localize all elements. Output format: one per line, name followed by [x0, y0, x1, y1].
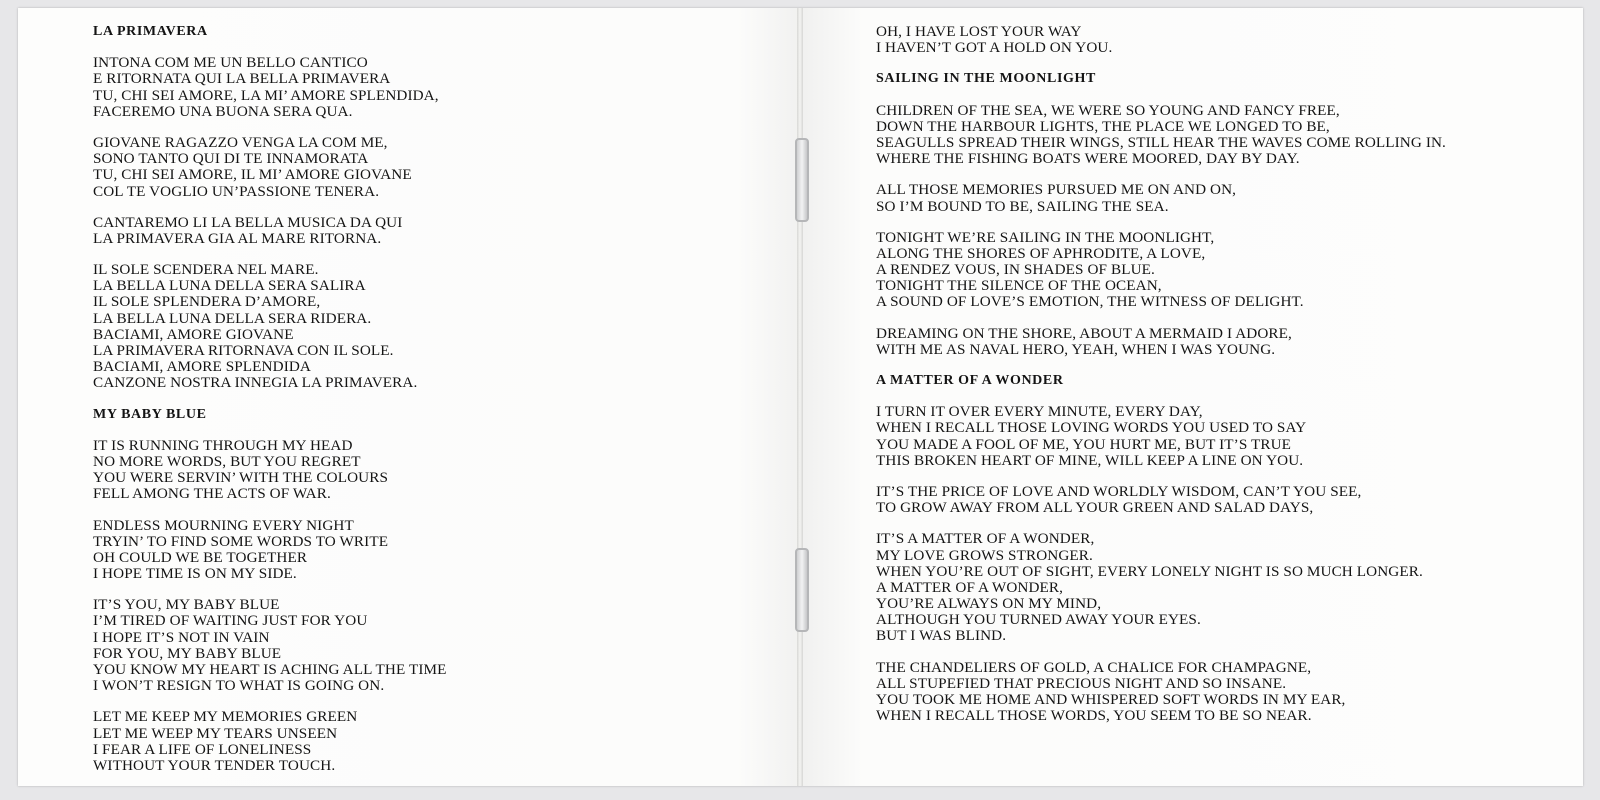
- song-title: SAILING IN THE MOONLIGHT: [876, 71, 1096, 87]
- lyric-line: A SOUND OF LOVE’S EMOTION, THE WITNESS OF DELIGHT.: [876, 293, 1304, 311]
- stanza-gap: [876, 88, 1446, 103]
- lyric-line: LA BELLA LUNA DELLA SERA SALIRA: [93, 277, 366, 295]
- lyric-line: I TURN IT OVER EVERY MINUTE, EVERY DAY,: [876, 403, 1203, 421]
- lyric-line: LET ME KEEP MY MEMORIES GREEN: [93, 708, 358, 726]
- lyric-line: NO MORE WORDS, BUT YOU REGRET: [93, 452, 361, 470]
- lyric-line: SO I’M BOUND TO BE, SAILING THE SEA.: [876, 197, 1169, 215]
- lyric-line: I FEAR A LIFE OF LONELINESS: [93, 740, 312, 758]
- right-page: [800, 8, 1583, 786]
- lyric-line: FELL AMONG THE ACTS OF WAR.: [93, 485, 331, 503]
- lyric-line: LA PRIMAVERA GIA AL MARE RITORNA.: [93, 229, 382, 247]
- lyric-line: SEAGULLS SPREAD THEIR WINGS, STILL HEAR THE WAVES COME ROLLING IN.: [876, 133, 1446, 151]
- lyric-line: YOU KNOW MY HEART IS ACHING ALL THE TIME: [93, 661, 447, 678]
- stanza-gap: [93, 200, 447, 215]
- lyric-line: ALONG THE SHORES OF APHRODITE, A LOVE,: [876, 244, 1206, 262]
- lyric-line: BACIAMI, AMORE GIOVANE: [93, 325, 294, 343]
- stanza-gap: [93, 392, 447, 407]
- lyric-line: FACEREMO UNA BUONA SERA QUA.: [93, 102, 353, 120]
- lyric-line: LA BELLA LUNA DELLA SERA RIDERA.: [93, 309, 372, 327]
- lyric-line: CANTAREMO LI LA BELLA MUSICA DA QUI: [93, 213, 403, 231]
- lyric-line: ALL STUPEFIED THAT PRECIOUS NIGHT AND SO INSANE.: [876, 674, 1287, 692]
- lyric-line: WHEN I RECALL THOSE WORDS, YOU SEEM TO BE SO NEAR.: [876, 707, 1312, 725]
- lyric-line: OH COULD WE BE TOGETHER: [93, 548, 308, 566]
- lyric-line: FOR YOU, MY BABY BLUE: [93, 644, 282, 662]
- lyric-line: WHEN YOU’RE OUT OF SIGHT, EVERY LONELY NIGHT IS SO MUCH LONGER.: [876, 562, 1423, 580]
- lyric-line: BACIAMI, AMORE SPLENDIDA: [93, 358, 311, 376]
- lyric-line: I’M TIRED OF WAITING JUST FOR YOU: [93, 612, 368, 630]
- lyric-line: A MATTER OF A WONDER,: [876, 578, 1064, 596]
- stanza-gap: [876, 389, 1446, 404]
- lyric-line: A RENDEZ VOUS, IN SHADES OF BLUE.: [876, 261, 1155, 279]
- lyric-line: TRYIN’ TO FIND SOME WORDS TO WRITE: [93, 532, 389, 550]
- lyric-line: TU, CHI SEI AMORE, LA MI’ AMORE SPLENDIDA,: [93, 86, 439, 104]
- lyric-line: THE CHANDELIERS OF GOLD, A CHALICE FOR CHAMPAGNE,: [876, 658, 1312, 676]
- lyric-line: ENDLESS MOURNING EVERY NIGHT: [93, 516, 354, 534]
- stanza-gap: [876, 469, 1446, 484]
- lyric-line: DOWN THE HARBOUR LIGHTS, THE PLACE WE LONGED TO BE,: [876, 117, 1330, 135]
- lyric-line: ALL THOSE MEMORIES PURSUED ME ON AND ON,: [876, 181, 1237, 199]
- staple-top: [795, 138, 809, 222]
- left-lyrics-column: [93, 24, 447, 774]
- lyric-line: TU, CHI SEI AMORE, IL MI’ AMORE GIOVANE: [93, 166, 412, 184]
- stanza-gap: [876, 167, 1446, 182]
- lyric-line: THIS BROKEN HEART OF MINE, WILL KEEP A LINE ON YOU.: [876, 451, 1304, 469]
- lyric-line: CANZONE NOSTRA INNEGIA LA PRIMAVERA.: [93, 374, 418, 392]
- lyric-line: IL SOLE SCENDERA NEL MARE.: [93, 261, 319, 279]
- lyric-line: MY LOVE GROWS STRONGER.: [876, 546, 1093, 564]
- stanza-gap: [93, 247, 447, 262]
- lyric-line: OH, I HAVE LOST YOUR WAY: [876, 23, 1082, 40]
- stanza-gap: [93, 503, 447, 518]
- lyric-line: I HOPE IT’S NOT IN VAIN: [93, 628, 270, 646]
- stanza-gap: [93, 40, 447, 55]
- lyric-line: BUT I WAS BLIND.: [876, 627, 1007, 645]
- stanza-gap: [876, 56, 1446, 71]
- lyric-line: YOU’RE ALWAYS ON MY MIND,: [876, 595, 1102, 613]
- song-title: MY BABY BLUE: [93, 406, 207, 422]
- lyric-line: TONIGHT THE SILENCE OF THE OCEAN,: [876, 277, 1162, 295]
- stanza-gap: [93, 120, 447, 135]
- lyric-line: LET ME WEEP MY TEARS UNSEEN: [93, 724, 338, 742]
- lyric-line: CHILDREN OF THE SEA, WE WERE SO YOUNG AND FANCY FREE,: [876, 101, 1340, 119]
- lyric-line: IL SOLE SPLENDERA D’AMORE,: [93, 293, 321, 311]
- booklet-spine: [797, 8, 803, 786]
- lyric-line: I HOPE TIME IS ON MY SIDE.: [93, 565, 297, 583]
- lyric-line: IT’S THE PRICE OF LOVE AND WORLDLY WISDOM, CAN’T YOU SEE,: [876, 482, 1362, 500]
- right-lyrics-column: [876, 24, 1446, 724]
- stanza-gap: [93, 423, 447, 438]
- lyric-line: I HAVEN’T GOT A HOLD ON YOU.: [876, 39, 1113, 57]
- stanza-gap: [876, 645, 1446, 660]
- song-title: LA PRIMAVERA: [93, 24, 208, 39]
- lyric-line: SONO TANTO QUI DI TE INNAMORATA: [93, 150, 369, 168]
- lyric-line: IT IS RUNNING THROUGH MY HEAD: [93, 436, 353, 454]
- lyric-line: ALTHOUGH YOU TURNED AWAY YOUR EYES.: [876, 611, 1201, 629]
- lyric-line: YOU TOOK ME HOME AND WHISPERED SOFT WORDS IN MY EAR,: [876, 691, 1346, 708]
- lyric-line: COL TE VOGLIO UN’PASSIONE TENERA.: [93, 182, 380, 200]
- stanza-gap: [876, 311, 1446, 326]
- lyric-line: TONIGHT WE’RE SAILING IN THE MOONLIGHT,: [876, 228, 1215, 246]
- stanza-gap: [876, 215, 1446, 230]
- lyric-line: WHEN I RECALL THOSE LOVING WORDS YOU USED TO SAY: [876, 419, 1307, 437]
- lyric-line: INTONA COM ME UN BELLO CANTICO: [93, 54, 368, 72]
- lyric-line: WITHOUT YOUR TENDER TOUCH.: [93, 756, 336, 774]
- left-page: [18, 8, 800, 786]
- lyrics-booklet: [18, 8, 1583, 786]
- stanza-gap: [93, 694, 447, 709]
- lyric-line: WHERE THE FISHING BOATS WERE MOORED, DAY BY DAY.: [876, 150, 1300, 168]
- lyric-line: LA PRIMAVERA RITORNAVA CON IL SOLE.: [93, 342, 394, 359]
- lyric-line: WITH ME AS NAVAL HERO, YEAH, WHEN I WAS YOUNG.: [876, 340, 1276, 358]
- stanza-gap: [93, 582, 447, 597]
- lyric-line: E RITORNATA QUI LA BELLA PRIMAVERA: [93, 70, 391, 88]
- lyric-line: YOU WERE SERVIN’ WITH THE COLOURS: [93, 469, 388, 487]
- staple-bottom: [795, 548, 809, 632]
- lyric-line: TO GROW AWAY FROM ALL YOUR GREEN AND SALAD DAYS,: [876, 499, 1314, 517]
- lyric-line: IT’S YOU, MY BABY BLUE: [93, 596, 280, 614]
- lyric-line: I WON’T RESIGN TO WHAT IS GOING ON.: [93, 677, 385, 695]
- lyric-line: IT’S A MATTER OF A WONDER,: [876, 530, 1095, 548]
- lyric-line: YOU MADE A FOOL OF ME, YOU HURT ME, BUT IT’S TRUE: [876, 435, 1292, 453]
- song-title: A MATTER OF A WONDER: [876, 373, 1064, 388]
- stanza-gap: [876, 358, 1446, 373]
- stanza-gap: [876, 516, 1446, 531]
- lyric-line: DREAMING ON THE SHORE, ABOUT A MERMAID I ADORE,: [876, 324, 1292, 342]
- lyric-line: GIOVANE RAGAZZO VENGA LA COM ME,: [93, 133, 388, 151]
